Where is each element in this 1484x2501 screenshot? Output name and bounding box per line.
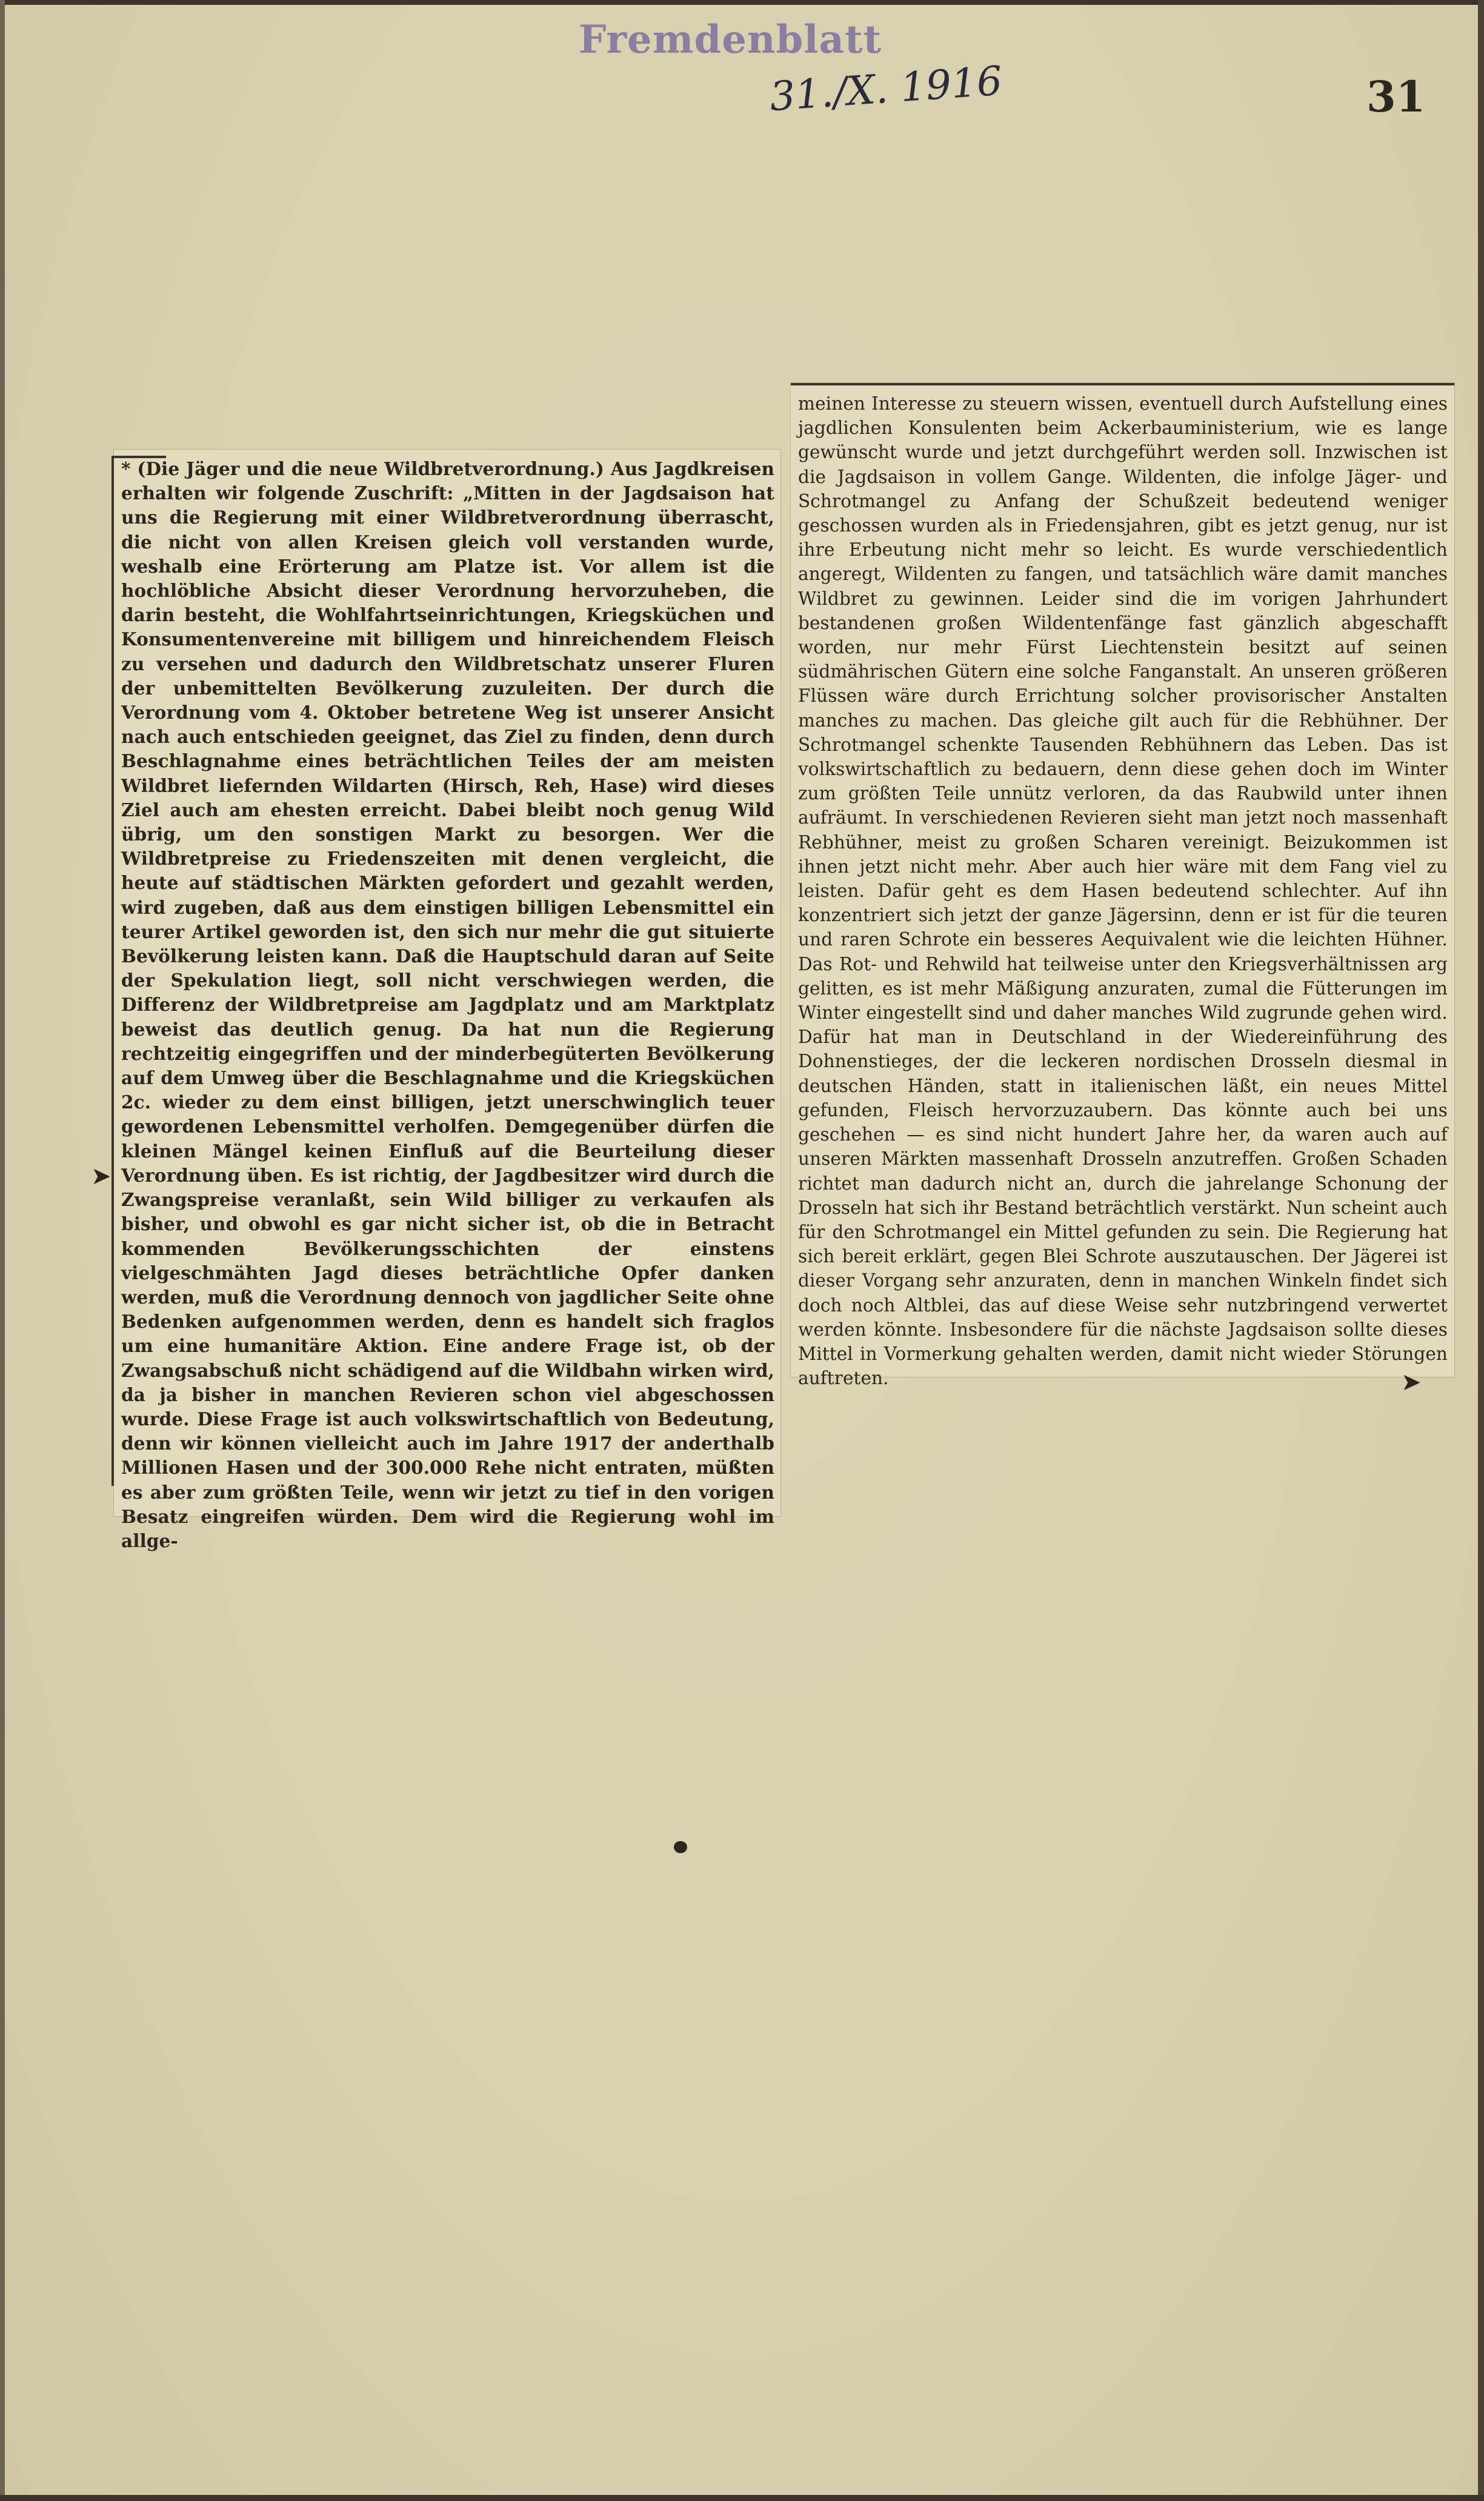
column-bracket (111, 456, 114, 1486)
ink-speck (674, 1841, 687, 1853)
newspaper-stamp: Fremdenblatt (579, 17, 882, 62)
page-edge-right (1478, 0, 1484, 2501)
page-number: 31 (1366, 72, 1426, 122)
page-edge-left (0, 0, 5, 2501)
column-top-rule (791, 383, 1454, 385)
clipping-left-column (114, 450, 780, 1551)
page-edge-bottom (0, 2495, 1484, 2501)
clipping-right-column (791, 383, 1454, 1389)
page-edge-top (0, 0, 1484, 5)
article-text-right: meinen Interesse zu steuern wissen, eventuell durch Aufstellung eines jagdlichen Konsulenten beim Ackerbauministerium, wie es lange gewünscht wurde und jetzt durchgeführt werden soll. Inzwischen ist die Jagdsaison in vollem Gange. Wildenten, die infolge Jäger- und Schrotmangel zu Anfang der Schußzeit bedeutend weniger geschossen wurden als in Friedensjahren, gibt es jetzt genug, nur ist ihre Erbeutung nicht mehr so leicht. Es wurde verschiedentlich angeregt, Wildenten zu fangen, und tatsächlich wäre damit manches Wildbret zu gewinnen. Leider sind die im vorigen Jahrhundert bestandenen großen Wildentenfänge fast gänzlich abgeschafft worden, nur mehr Fürst Liechtenstein besitzt auf seinen südmährischen Gütern eine solche Fanganstalt. An unseren größeren Flüssen wäre durch Errichtung solcher provisorischer Anstalten manches zu machen. Das gleiche gilt auch für die Rebhühner. Der Schrotmangel schenkte Tausenden Rebhühnern das Leben. Das ist volkswirtschaftlich zu bedauern, denn diese gehen doch im Winter zum größten Teile unnütz verloren, da das Raubwild unter ihnen aufräumt. In verschiedenen Revieren sieht man jetzt noch massenhaft Rebhühner, meist zu großen Scharen vereinigt. Beizukommen ist ihnen jetzt nicht mehr. Aber auch hier wäre mit dem Fang viel zu leisten. Dafür geht es dem Hasen bedeutend schlechter. Auf ihn konzentriert sich jetzt der ganze Jägersinn, denn er ist für die teuren und raren Schrote ein besseres Aequivalent wie die leichten Hühner. Das Rot- und Rehwild hat teilweise unter den Kriegsverhältnissen arg gelitten, es ist mehr Mäßigung anzuraten, zumal die Fütterungen im Winter eingestellt sind und daher manches Wild zugrunde gehen wird. Dafür hat man in Deutschland in der Wiedereinführung des Dohnenstieges, der die leckeren nordischen Drosseln diesmal in deutschen Händen, statt in italienischen läßt, ein neues Mittel gefunden, Fleisch hervorzuzaubern. Das könnte auch bei uns geschehen — es sind nicht hundert Jahre her, da waren auch auf unseren Märkten massenhaft Drosseln anzutreffen. Großen Schaden richtet man dadurch nicht an, durch die jahrelange Schonung der Drosseln hat sich ihr Bestand beträchtlich verstärkt. Nun scheint auch für den Schrotmangel ein Mittel gefunden zu sein. Die Regierung hat sich bereit erklärt, gegen Blei Schrote auszutauschen. Der Jägerei ist dieser Vorgang sehr anzuraten, denn in manchen Winkeln findet sich doch noch Altblei, das auf diese Weise sehr nutzbringend verwertet werden könnte. Insbesondere für die nächste Jagdsaison sollte dieses Mittel in Vormerkung gehalten werden, damit nicht wieder Störungen auftreten. (798, 393, 1448, 1389)
article-text-left: * (Die Jäger und die neue Wildbretverordnung.) Aus Jagdkreisen erhalten wir folgende Zuschrift: „Mitten in der Jagdsaison hat uns die Regierung mit einer Wildbretverordnung überrascht, die nicht von allen Kreisen gleich voll verstanden wurde, weshalb eine Erörterung am Platze ist. Vor allem ist die hochlöbliche Absicht dieser Verordnung hervorzuheben, die darin besteht, die Wohlfahrtseinrichtungen, Kriegsküchen und Konsumentenvereine mit billigem und hinreichendem Fleisch zu versehen und dadurch den Wildbretschatz unserer Fluren der unbemittelten Bevölkerung zuzuleiten. Der durch die Verordnung vom 4. Oktober betretene Weg ist unserer Ansicht nach auch entschieden geeignet, das Ziel zu finden, denn durch Beschlagnahme eines beträchtlichen Teiles der am meisten Wildbret liefernden Wildarten (Hirsch, Reh, Hase) wird dieses Ziel auch am ehesten erreicht. Dabei bleibt noch genug Wild übrig, um den sonstigen Markt zu besorgen. Wer die Wildbretpreise zu Friedenszeiten mit denen vergleicht, die heute auf städtischen Märkten gefordert und gezahlt werden, wird zugeben, daß aus dem einstigen billigen Lebensmittel ein teurer Artikel geworden ist, den sich nur mehr die gut situierte Bevölkerung leisten kann. Daß die Hauptschuld daran auf Seite der Spekulation liegt, soll nicht verschwiegen werden, die Differenz der Wildbretpreise am Jagdplatz und am Marktplatz beweist das deutlich genug. Da hat nun die Regierung rechtzeitig eingegriffen und der minderbegüterten Bevölkerung auf dem Umweg über die Beschlagnahme und die Kriegsküchen 2c. wieder zu dem einst billigen, jetzt unerschwinglich teuer gewordenen Lebensmittel verholfen. Demgegenüber dürfen die kleinen Mängel keinen Einfluß auf die Beurteilung dieser Verordnung üben. Es ist richtig, der Jagdbesitzer wird durch die Zwangspreise veranlaßt, sein Wild billiger zu verkaufen als bisher, und obwohl es gar nicht sicher ist, ob die in Betracht kommenden Bevölkerungsschichten der einstens vielgeschmähten Jagd dieses beträchtliche Opfer danken werden, muß die Verordnung dennoch von jagdlicher Seite ohne Bedenken aufgenommen werden, denn es handelt sich fraglos um eine humanitäre Aktion. Eine andere Frage ist, ob der Zwangsabschuß nicht schädigend auf die Wildbahn wirken wird, da ja bisher in manchen Revieren schon viel abgeschossen wurde. Diese Frage ist auch volkswirtschaftlich von Bedeutung, denn wir können vielleicht auch im Jahre 1917 der anderthalb Millionen Hasen und der 300.000 Rehe nicht entraten, müßten es aber zum größten Teile, wenn wir jetzt zu tief in den vorigen Besatz eingreifen würden. Dem wird die Regierung wohl im allge- (121, 458, 774, 1551)
margin-arrow-icon: ➤ (91, 1162, 111, 1190)
end-mark-icon: ➤ (1401, 1368, 1422, 1396)
handwritten-date: 31./X. 1916 (768, 57, 1004, 121)
